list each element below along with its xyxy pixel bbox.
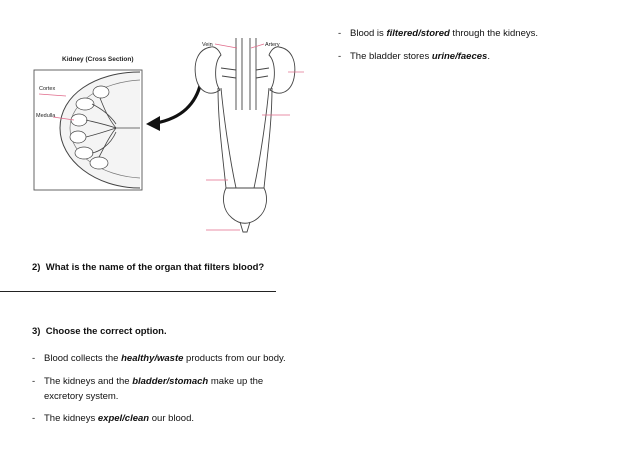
medulla-label: Medulla	[36, 113, 56, 119]
excretory-system-diagram	[0, 0, 330, 240]
pointer-arrow	[156, 82, 201, 123]
cortex-label: Cortex	[39, 86, 56, 92]
question-number: 2)	[32, 262, 41, 273]
option-choice: healthy/waste	[121, 353, 184, 364]
option-choice: filtered/stored	[386, 28, 450, 39]
question-3	[32, 326, 167, 337]
vein-label: Vein	[202, 42, 213, 48]
option-choice: bladder/stomach	[132, 376, 209, 387]
excretory-system	[195, 38, 295, 232]
option-choice: expel/clean	[97, 413, 150, 424]
question-text: Choose the correct option.	[45, 326, 167, 337]
right-statement: - Blood is filtered/stored through the kidneys.	[338, 28, 538, 39]
option-choice: urine/faeces	[431, 51, 488, 62]
list-item: - Blood collects the healthy/waste products from our body.	[32, 353, 286, 364]
question-number: 3)	[32, 326, 41, 337]
kidney-cross-section-title: Kidney (Cross Section)	[62, 56, 134, 63]
list-item: - The kidneys expel/clean our blood.	[32, 413, 195, 424]
right-statement: - The bladder stores urine/faeces.	[338, 51, 490, 62]
artery-label: Artery	[265, 42, 280, 48]
list-item: - The kidneys and the bladder/stomach make up the excretory system.	[32, 376, 264, 402]
question-text: What is the name of the organ that filters blood?	[45, 262, 265, 273]
answer-line[interactable]	[0, 291, 276, 292]
question-2	[32, 262, 264, 273]
